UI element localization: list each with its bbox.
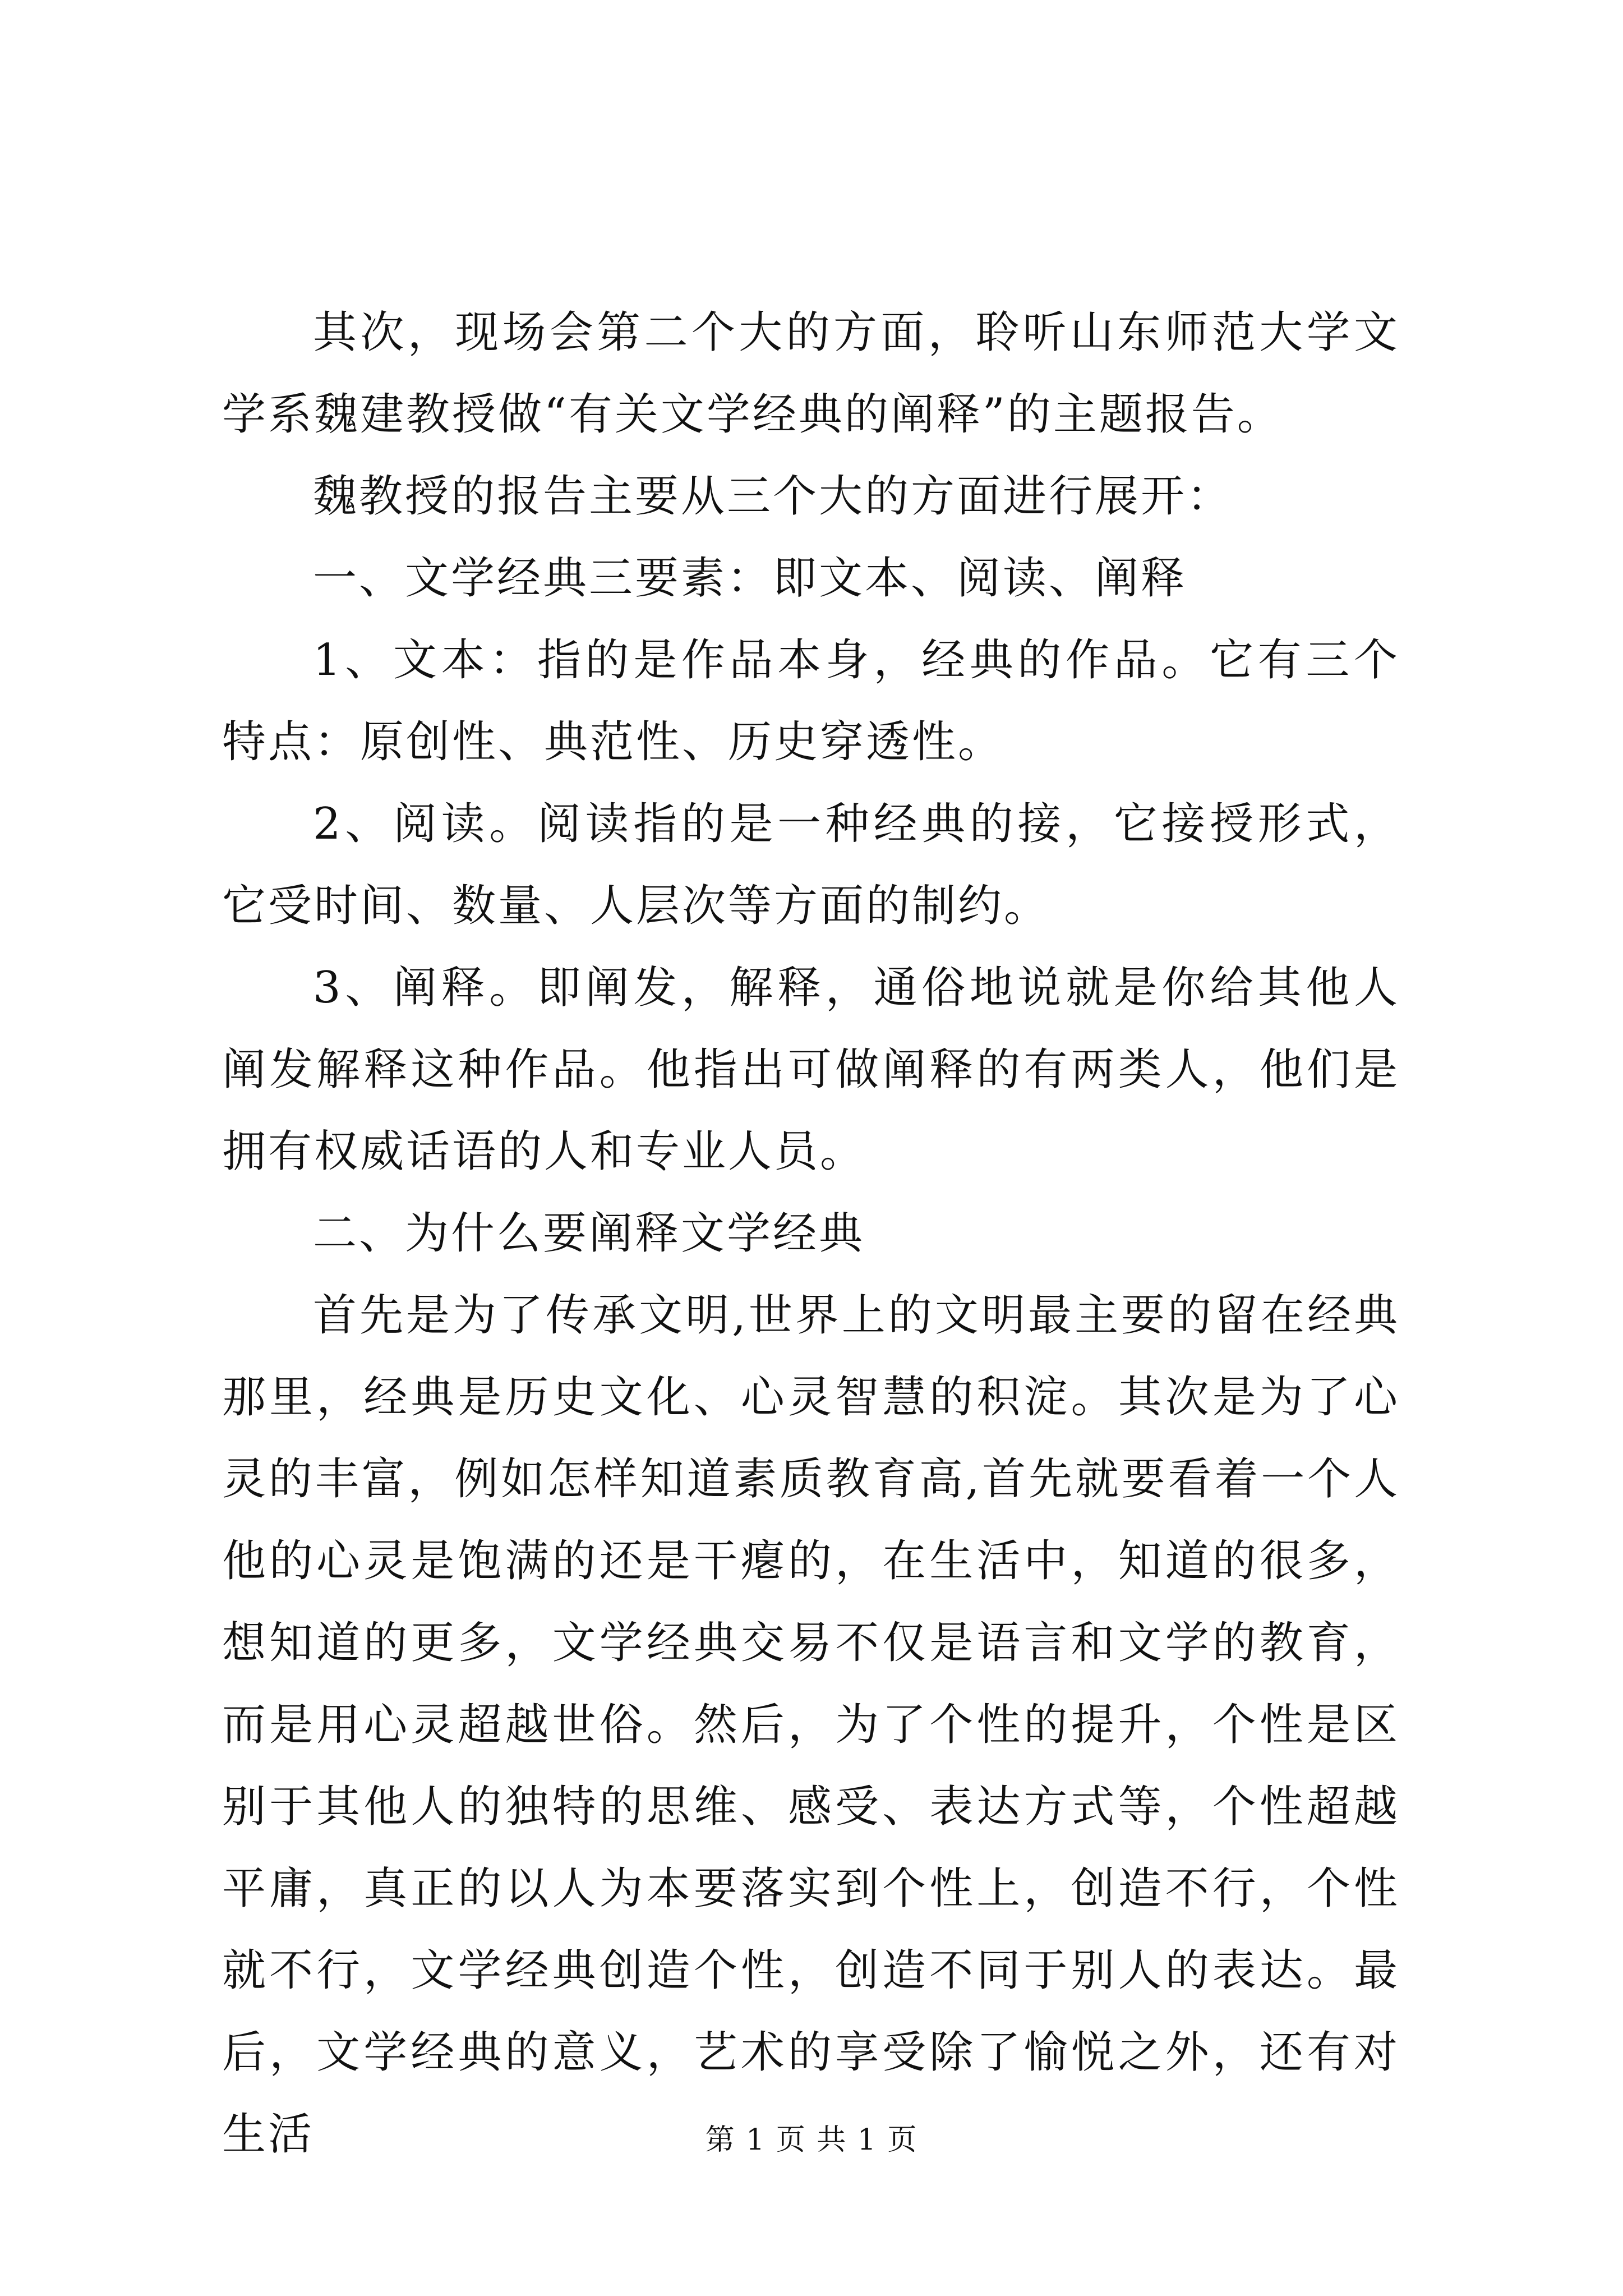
paragraph-5: 2、阅读。阅读指的是一种经典的接，它接授形式，它受时间、数量、人层次等方面的制约。: [222, 799, 1400, 931]
paragraph-7-heading: 二、为什么要阐释文学经典: [313, 1208, 865, 1259]
paragraph-6: 3、阐释。即阐发，解释，通俗地说就是你给其他人阐发解释这种作品。他指出可做阐释的有两类人，他们是拥有权威话语的人和专业人员。: [222, 963, 1400, 1177]
paragraph-1: 其次，现场会第二个大的方面，聆听山东师范大学文学系魏建教授做“有关文学经典的阐释”的主题报告。: [222, 307, 1400, 440]
document-body: [222, 292, 1400, 2175]
paragraph-4: 1、文本：指的是作品本身，经典的作品。它有三个特点：原创性、典范性、历史穿透性。: [222, 635, 1400, 767]
paragraph-2: 魏教授的报告主要从三个大的方面进行展开：: [313, 471, 1233, 522]
paragraph-8: 首先是为了传承文明,世界上的文明最主要的留在经典那里，经典是历史文化、心灵智慧的积淀。其次是为了心灵的丰富，例如怎样知道素质教育高,首先就要看着一个人他的心灵是饱满的还是干瘪的，在生活中，知道的很多，想知道的更多，文学经典交易不仅是语言和文学的教育，而是用心灵超越世俗。然后，为了个性的提升，个性是区别于其他人的独特的思维、感受、表达方式等，个性超越平庸，真正的以人为本要落实到个性上，创造不行，个性就不行，文学经典创造个性，创造不同于别人的表达。最后，文学经典的意义，艺术的享受除了愉悦之外，还有对生活: [222, 1290, 1400, 2160]
page-footer: 第 1 页 共 1 页: [705, 2123, 918, 2157]
paragraph-3-heading: 一、文学经典三要素：即文本、阅读、阐释: [313, 553, 1187, 604]
